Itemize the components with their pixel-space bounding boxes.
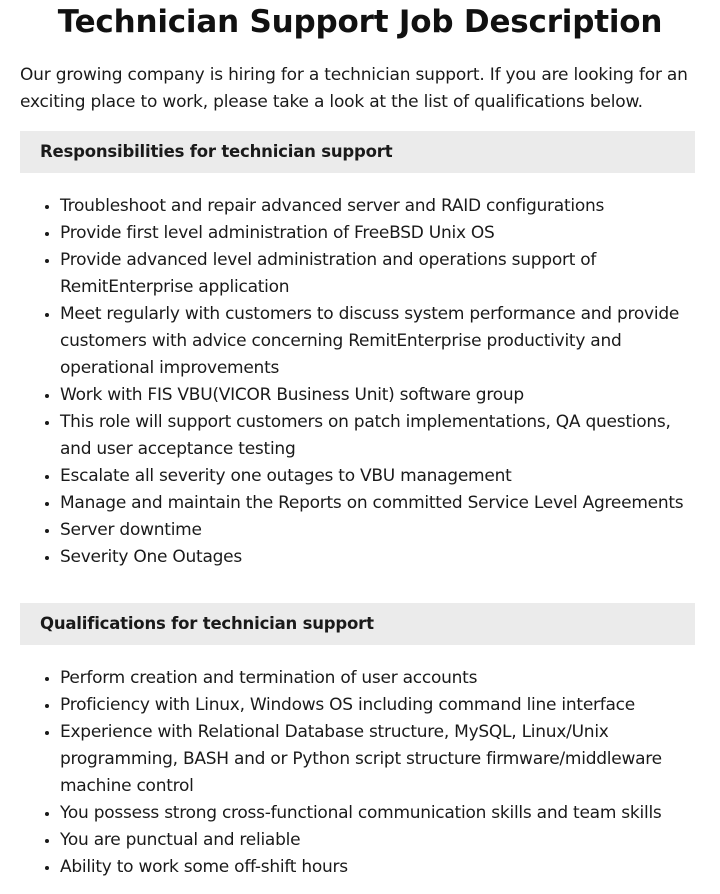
list-item: • This role will support customers on patch implementations, QA questions, and user acceptance testing	[60, 409, 688, 463]
list-item: • Work with FIS VBU(VICOR Business Unit) software group	[60, 382, 688, 409]
list-item: • Provide advanced level administration and operations support of RemitEnterprise application	[60, 247, 688, 301]
list-item: • Troubleshoot and repair advanced server and RAID configurations	[60, 193, 688, 220]
list-item: • Ability to work some off-shift hours	[60, 854, 688, 881]
responsibilities-list	[0, 193, 720, 571]
qualifications-heading: Qualifications for technician support	[20, 603, 695, 645]
intro-paragraph: Our growing company is hiring for a technician support. If you are looking for an exciting place to work, please take a look at the list of qualifications below.	[20, 65, 688, 112]
list-item: • Meet regularly with customers to discuss system performance and provide customers with advice concerning RemitEnterprise productivity and operational improvements	[60, 301, 688, 382]
list-item: • Provide first level administration of FreeBSD Unix OS	[60, 220, 688, 247]
section-spacer	[0, 571, 720, 588]
responsibilities-heading: Responsibilities for technician support	[20, 131, 695, 173]
list-item: • Experience with Relational Database structure, MySQL, Linux/Unix programming, BASH and or Python script structure firmware/middleware machine control	[60, 719, 688, 800]
list-item: • You are punctual and reliable	[60, 827, 688, 854]
list-item: • Server downtime	[60, 517, 688, 544]
page-title: Technician Support Job Description	[57, 4, 663, 40]
list-item: • Severity One Outages	[60, 544, 688, 571]
list-item: • Manage and maintain the Reports on committed Service Level Agreements	[60, 490, 688, 517]
list-item: • Perform creation and termination of user accounts	[60, 665, 688, 692]
list-item: • Escalate all severity one outages to VBU management	[60, 463, 688, 490]
list-item: • You possess strong cross-functional communication skills and team skills	[60, 800, 688, 827]
list-item: • Proficiency with Linux, Windows OS including command line interface	[60, 692, 688, 719]
qualifications-list	[0, 665, 720, 881]
